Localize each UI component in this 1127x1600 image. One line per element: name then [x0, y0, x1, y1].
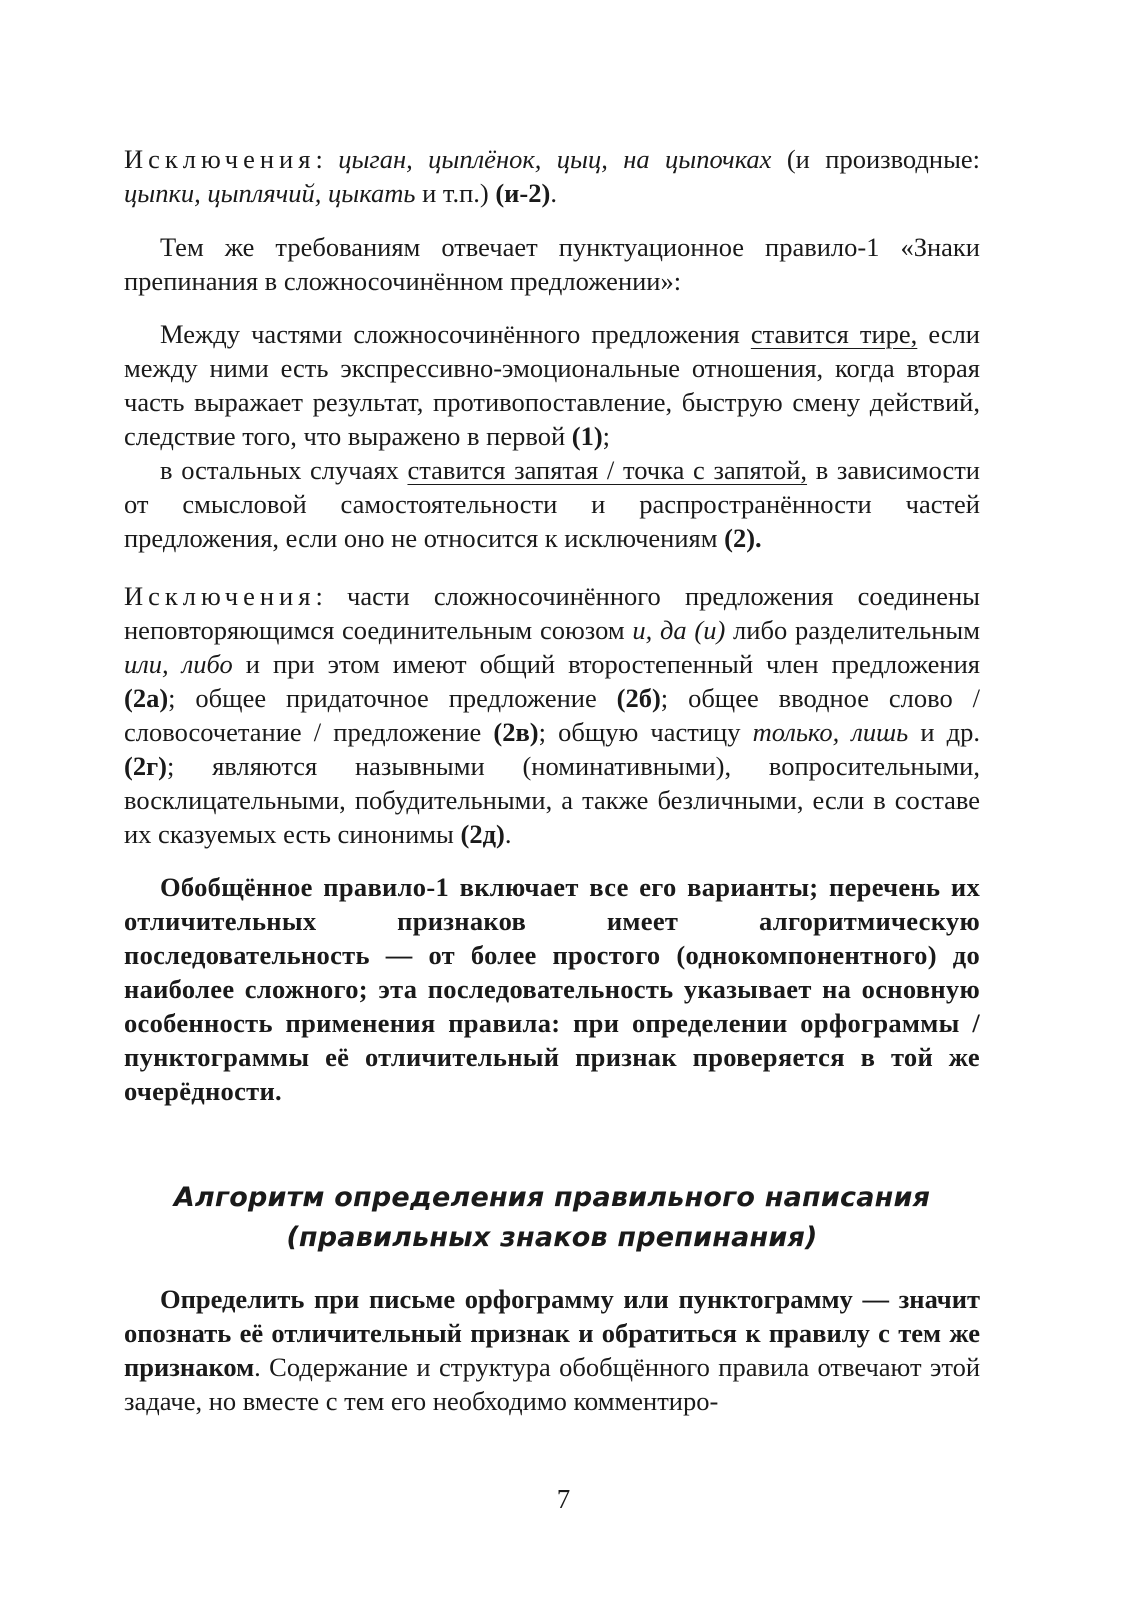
exceptions-label: Исключения	[124, 581, 316, 611]
algorithm-paragraph: Определить при письме орфограмму или пунктограмму — значит опознать её отличительный признак и обратиться к правилу с тем же признаком. Содержание и структура обобщённого правила отвечают этой задаче, но вместе с тем его необходимо комментиро-	[124, 1284, 980, 1416]
underlined-rule-dash: ставится тире,	[750, 319, 918, 349]
section-heading	[124, 1178, 980, 1258]
exceptions-paragraph-2: Исключения: части сложносочинённого предложения соединены неповторяющимся соединительным союзом и, да (и) либо разделительным или, либо и при этом имеют общий второстепенный член предложения (2а); общее придаточное предложение (2б); общее вводное слово / словосочетание / предложение (2в); общую частицу только, лишь и др. (2г); являются назывными (номинативными), вопросительными, восклицательными, побудительными, а также безличными, если в составе их сказуемых есть синонимы (2д).	[124, 581, 981, 849]
example-words: цыган, цыплёнок, цыц, на цыпочках	[338, 144, 772, 174]
bold-lead: Определить при письме орфограмму или пунктограмму — значит опознать её отличительный признак и обратиться к правилу с тем же признаком	[124, 1284, 980, 1382]
heading-line-2: (правильных знаков препинания)	[286, 1222, 818, 1253]
rule-ref: (1)	[571, 421, 603, 451]
rule-ref: (2).	[724, 523, 762, 553]
heading-line-1: Алгоритм определения правильного написания	[173, 1182, 931, 1213]
rule-paragraph-2: в остальных случаях ставится запятая / точка с запятой, в зависимости от смысловой самостоятельности и распространённости частей предложения, если оно не относится к исключениям (2).	[124, 455, 980, 553]
page-body	[124, 142, 980, 1418]
rule-ref: (и-2)	[495, 178, 551, 208]
page-number: 7	[556, 1484, 571, 1514]
underlined-rule-comma: ставится запятая / точка с запятой,	[407, 455, 808, 485]
intro-paragraph: Тем же требованиям отвечает пунктуационное правило-1 «Знаки препинания в сложносочинённом предложении»:	[124, 232, 980, 296]
derived-words: цыпки, цыплячий, цыкать	[124, 178, 416, 208]
exceptions-label: Исключения	[124, 144, 316, 174]
exceptions-paragraph-1: Исключения: цыган, цыплёнок, цыц, на цыпочках (и производные: цыпки, цыплячий, цыкать и т.п.) (и-2).	[124, 144, 981, 208]
summary-paragraph: Обобщённое правило-1 включает все его варианты; перечень их отличительных признаков имеет алгоритмическую последовательность — от более простого (однокомпонентного) до наиболее сложного; эта последовательность указывает на основную особенность применения правила: при определении орфограммы / пунктограммы её отличительный признак проверяется в той же очерёдности.	[124, 872, 980, 1106]
rule-paragraph-1: Между частями сложносочинённого предложения ставится тире, если между ними есть экспрессивно-эмоциональные отношения, когда вторая часть выражает результат, противопоставление, быструю смену действий, следствие того, что выражено в первой (1);	[124, 319, 980, 451]
